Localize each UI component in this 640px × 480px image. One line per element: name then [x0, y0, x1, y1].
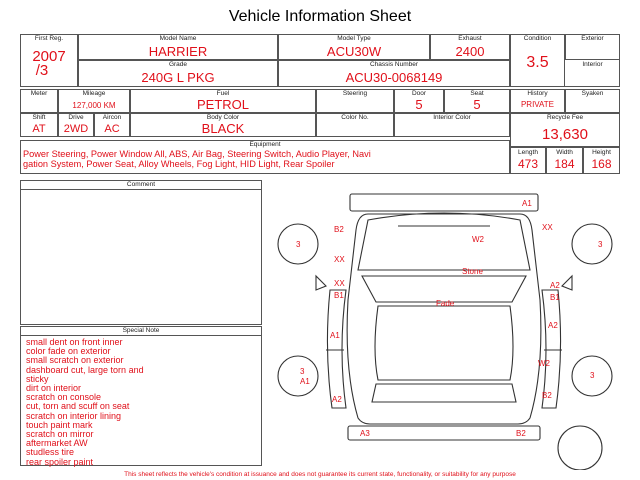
special-note-item: dirt on interior [26, 383, 82, 394]
interior-color-label: Interior Color [433, 114, 471, 121]
damage-mark: W2 [472, 235, 484, 244]
page-title: Vehicle Information Sheet [228, 8, 412, 25]
first-reg-month: /3 [35, 62, 49, 79]
shift-label: Shift [32, 114, 46, 121]
interior-label: Interior [582, 61, 603, 68]
special-note-item: cut, torn and scuff on seat [26, 401, 130, 412]
damage-mark: B1 [334, 291, 344, 300]
exhaust-label: Exhaust [458, 35, 482, 42]
special-note-item: small scratch on exterior [26, 355, 124, 366]
length-value: 473 [517, 157, 539, 171]
special-note-item: sticky [26, 373, 49, 384]
width-label: Width [556, 149, 573, 156]
special-note-item: studless tire [26, 447, 75, 458]
damage-mark: Fade [436, 299, 455, 308]
special-note-item: scratch on console [26, 392, 102, 403]
length-label: Length [518, 149, 538, 156]
first-reg-label: First Reg. [34, 35, 64, 42]
damage-mark: XX [542, 223, 553, 232]
exhaust-value: 2400 [455, 44, 485, 59]
damage-mark: Stone [462, 267, 483, 276]
exterior-label: Exterior [581, 35, 604, 42]
damage-mark: A2 [332, 395, 342, 404]
damage-mark: W2 [538, 359, 550, 368]
shift-value: AT [32, 123, 46, 135]
disclaimer-footer: This sheet reflects the vehicle's condition at issuance and does not guarantee its current state, functionality, or suitability for any purpose [124, 471, 516, 478]
damage-mark: 3 [598, 240, 603, 249]
model-type-label: Model Type [337, 35, 371, 42]
condition-label: Condition [523, 35, 552, 42]
equipment-line-1: Power Steering, Power Window All, ABS, Air Bag, Steering Switch, Audio Player, Navi [23, 149, 371, 159]
width-value: 184 [554, 157, 575, 171]
damage-mark: 3 [590, 371, 595, 380]
steering-label: Steering [342, 90, 368, 97]
model-type-value: ACU30W [326, 44, 382, 59]
chassis-value: ACU30-0068149 [345, 70, 443, 85]
equipment-line-2: gation System, Power Seat, Alloy Wheels, Fog Light, HID Light, Rear Spoiler [23, 159, 335, 169]
special-note-item: dashboard cut, large torn and [26, 364, 144, 375]
special-note-item: scratch on interior lining [26, 410, 122, 421]
mileage-label: Mileage [82, 90, 106, 97]
tire-rear-left [278, 356, 318, 396]
damage-mark: B1 [550, 293, 560, 302]
mileage-value: 127,000 KM [72, 101, 116, 110]
spare-tire [558, 426, 602, 470]
recycle-value: 13,630 [542, 126, 588, 143]
color-no-label: Color No. [341, 114, 369, 121]
condition-value: 3.5 [526, 54, 549, 71]
door-value: 5 [415, 97, 423, 112]
damage-mark: A2 [548, 321, 558, 330]
damage-mark: A1 [330, 331, 340, 340]
drive-value: 2WD [63, 123, 89, 135]
meter-label: Meter [30, 90, 48, 97]
first-reg-year: 2007 [32, 48, 66, 65]
special-note-item: touch paint mark [26, 419, 93, 430]
seat-label: Seat [470, 90, 484, 97]
special-note-item: aftermarket AW [26, 438, 88, 449]
special-note-item: small dent on front inner [26, 337, 123, 347]
damage-mark: B2 [516, 429, 526, 438]
damage-mark: B2 [334, 225, 344, 234]
height-label: Height [592, 149, 611, 156]
grade-label: Grade [168, 61, 188, 68]
history-label: History [527, 90, 548, 97]
fuel-label: Fuel [216, 90, 230, 97]
body-color-label: Body Color [206, 114, 240, 121]
fuel-value: PETROL [196, 97, 249, 112]
damage-mark: 3 [300, 367, 305, 376]
special-note-label: Special Note [122, 327, 160, 334]
chassis-label: Chassis Number [369, 61, 419, 68]
car-damage-diagram [268, 180, 620, 470]
damage-mark: A1 [522, 199, 532, 208]
recycle-label: Recycle Fee [546, 114, 584, 121]
damage-mark: 3 [296, 240, 301, 249]
damage-mark: A1 [300, 377, 310, 386]
damage-mark: B2 [542, 391, 552, 400]
damage-mark: XX [334, 279, 345, 288]
comment-label: Comment [126, 181, 156, 188]
syaken-label: Syaken [581, 90, 604, 97]
model-name-label: Model Name [159, 35, 197, 42]
special-note-item: scratch on mirror [26, 429, 94, 440]
model-name-value: HARRIER [148, 44, 208, 59]
equipment-label: Equipment [249, 141, 281, 148]
special-note-list [26, 338, 144, 467]
aircon-value: AC [104, 123, 120, 135]
height-value: 168 [591, 157, 612, 171]
seat-value: 5 [473, 97, 481, 112]
damage-mark: XX [334, 255, 345, 264]
special-note-item: color fade on exterior [26, 346, 111, 357]
damage-mark: A2 [550, 281, 560, 290]
history-value: PRIVATE [520, 100, 555, 109]
damage-mark: A3 [360, 429, 370, 438]
special-note-item: rear spoiler paint [26, 456, 94, 467]
tire-front-right [572, 224, 612, 264]
aircon-label: Aircon [102, 114, 122, 121]
grade-value: 240G L PKG [141, 70, 215, 85]
drive-label: Drive [68, 114, 84, 121]
comment-box [20, 180, 262, 325]
body-color-value: BLACK [201, 121, 245, 136]
door-label: Door [411, 90, 427, 97]
